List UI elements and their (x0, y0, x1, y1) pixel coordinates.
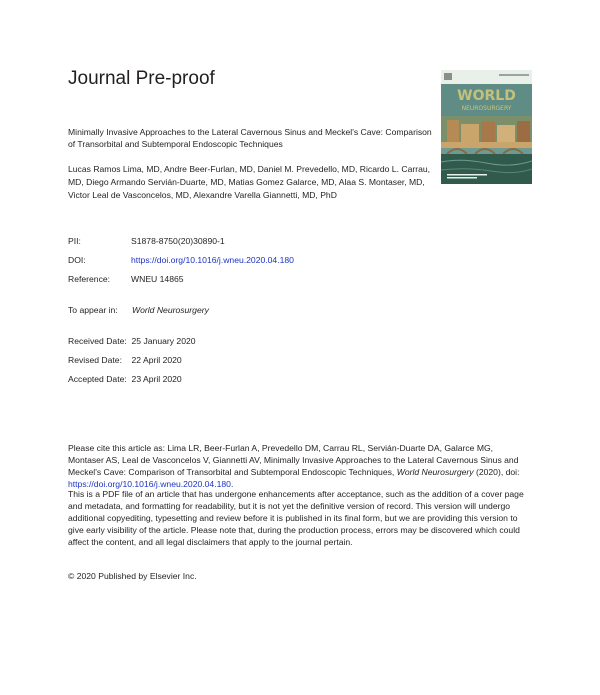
reference-label: Reference: (68, 274, 111, 284)
pii-label: PII: (68, 236, 81, 246)
journal-cover-image (441, 70, 532, 184)
pii-value: S1878-8750(20)30890-1 (131, 236, 225, 246)
citation-paragraph: Please cite this article as: Lima LR, Beer-Furlan A, Prevedello DM, Carrau RL, Servián-Duarte DA, Galarce MG, Montaser AS, Leal de Vasconcelos V, Giannetti AV, Minimally Invasive Approaches to the Lateral Cavernous Sinus and Meckel's Cave: Comparison of Transorbital and Subtemporal Endoscopic Techniques, World Neurosurgery (2020), doi: https://doi.org/10.1016/j.wneu.2020.04.180. (68, 443, 520, 489)
journal-name: World Neurosurgery (132, 305, 209, 315)
svg-text:NEUROSURGERY: NEUROSURGERY (461, 105, 512, 112)
cover-masthead: WORLD (457, 88, 516, 104)
journal-header: Journal Pre-proof (68, 68, 215, 89)
cover-illustration (441, 70, 532, 184)
to-appear-label: To appear in: (68, 305, 118, 315)
citation-journal: World Neurosurgery (396, 467, 474, 477)
reference-value: WNEU 14865 (131, 274, 184, 284)
disclaimer-paragraph: This is a PDF file of an article that has undergone enhancements after acceptance, such as the addition of a cover page and metadata, and formatting for readability, but it is not yet the definitive version of record. This version will undergo additional copyediting, typesetting and review before it is published in its final form, but we are providing this version to give early visibility of the article. Please note that, during the production process, errors may be discovered which could affect the content, and all legal disclaimers that apply to the journal pertain. (68, 489, 524, 547)
doi-link[interactable]: https://doi.org/10.1016/j.wneu.2020.04.180 (131, 255, 294, 265)
doi-label: DOI: (68, 255, 86, 265)
article-title: Minimally Invasive Approaches to the Lateral Cavernous Sinus and Meckel's Cave: Comparison of Transorbital and Subtemporal Endoscopic Techniques (68, 127, 432, 149)
author-list: Lucas Ramos Lima, MD, Andre Beer-Furlan, MD, Daniel M. Prevedello, MD, Ricardo L. Carrau, MD, Diego Armando Servián-Duarte, MD, Matias Gomez Galarce, MD, Alaa S. Montaser, MD, Victor Leal de Vasconcelos, MD, Alexandre Varella Giannetti, MD, PhD (68, 164, 431, 200)
citation-doi-link[interactable]: https://doi.org/10.1016/j.wneu.2020.04.180 (68, 479, 231, 489)
pre-proof-page: Journal Pre-proof WORLD NEUROSURGERY Minimally Invasive Approaches to the Lateral Cavernous Sinus and Meckel's Cave: Comparison of Transorbital and Subtemporal Endoscopic Techniques Lucas Ramos Lima, MD, Andre Beer-Furlan, MD, Daniel M. Prevedello, MD, Ricardo L. Carrau, MD, Diego Armando Servián-Duarte, MD, Matias Gomez Galarce, MD, Alaa S. Montaser, MD, Victor Leal de Vasconcelos, MD, Alexandre Varella Giannetti, MD, PhD PII: S1878-8750(20)30890-1 DOI: https://doi.org/10.1016/j.wneu.2020.04.180 Reference: WNEU 14865 To appear in: World Neurosurgery Received Date: 25 January 2020 Revised Date: 22 April 2020 Accepted Date: 23 April 2020 Please cite this article as: Lima LR, Beer-Furlan A, Prevedello DM, Carrau RL, Servián-Duarte DA, Galarce MG, Montaser AS, Leal de Vasconcelos V, Giannetti AV, Minimally Invasive Approaches to the Lateral Cavernous Sinus and Meckel's Cave: Comparison of Transorbital and Subtemporal Endoscopic Techniques, World Neurosurgery (2020), doi: https://doi.org/10.1016/j.wneu.2020.04.180. This is a PDF file of an article that has undergone enhancements after acceptance, such as the addition of a cover page and metadata, and formatting for readability, but it is not yet the definitive version of record. This version will undergo additional copyediting, typesetting and review before it is published in its final form, but we are providing this version to give early visibility of the article. Please note that, during the production process, errors may be discovered which could affect the content, and all legal disclaimers that apply to the journal pertain. © 2020 Published by Elsevier Inc. (0, 0, 600, 695)
copyright-notice: © 2020 Published by Elsevier Inc. (68, 571, 197, 581)
